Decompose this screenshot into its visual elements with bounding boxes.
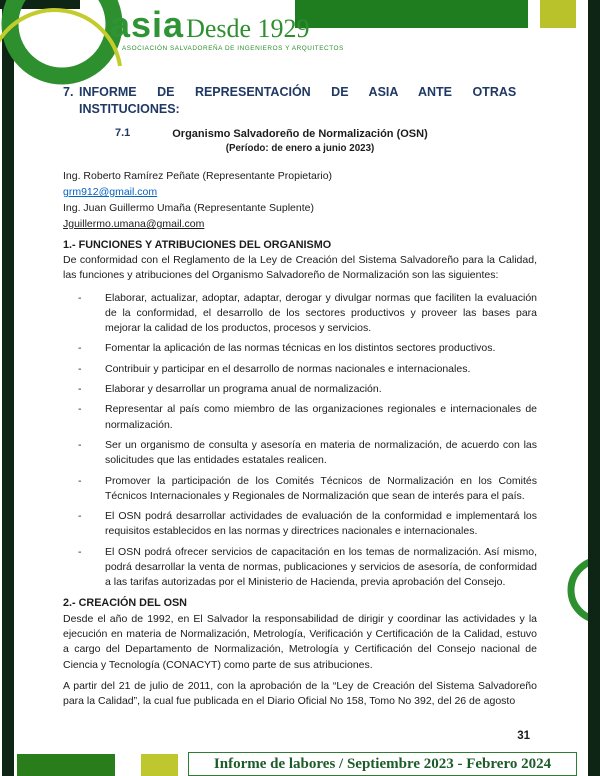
left-vertical-bar [2, 0, 14, 776]
footer-report-title: Informe de labores / Septiembre 2023 - Febrero 2024 [213, 755, 552, 772]
representative-name: Ing. Roberto Ramírez Peñate (Representante Propietario) [63, 170, 333, 182]
bullet-dash: - [78, 545, 82, 558]
section-7-title-line1: INFORME DE REPRESENTACIÓN DE ASIA ANTE OTRAS [79, 85, 517, 99]
section-7-1-period: (Período: de enero a junio 2023) [225, 143, 375, 154]
footer-lime-square [141, 754, 178, 776]
representative-name: Ing. Juan Guillermo Umaña (Representante Suplente) [63, 202, 314, 214]
section-7-title-line2: INSTITUCIONES: [79, 102, 180, 116]
page-number: 31 [517, 730, 530, 742]
bullet-dash: - [78, 474, 82, 487]
creation-paragraph: A partir del 21 de julio de 2011, con la aprobación de la “Ley de Creación del Sistema Salvadoreño para la Calidad”, la cual fue publicada en el Diario Oficial No 158, Tomo No 392, del 26 de agosto [63, 679, 537, 708]
representatives-block [63, 168, 537, 232]
list-item: - Promover la participación de los Comités Técnicos de Normalización en los Comités Técnicos Internacionales y Regionales de Normalización que sean de interés para el país. [78, 474, 537, 505]
section-7-1-heading [63, 127, 537, 155]
brand-name: asia [110, 4, 185, 45]
header-lime-square [540, 0, 576, 28]
email-link[interactable]: grm912@gmail.com [63, 186, 158, 198]
bullet-dash: - [78, 403, 82, 416]
list-item: - Fomentar la aplicación de las normas técnicas en los distintos sectores productivos. [78, 341, 537, 356]
functions-section-heading: 1.- FUNCIONES Y ATRIBUCIONES DEL ORGANISMO [63, 239, 332, 251]
bullet-dash: - [78, 342, 82, 355]
document-body [63, 84, 537, 709]
logo-text-block [110, 4, 344, 52]
bullet-dash: - [78, 510, 82, 523]
list-item: - Ser un organismo de consulta y asesoría en materia de normalización, de acuerdo con las solicitudes que las entidades estatales realicen. [78, 438, 537, 469]
brand-since: Desde 1929 [186, 14, 310, 43]
list-item: - El OSN podrá desarrollar actividades de evaluación de la conformidad e implementará los requisitos establecidos en las normas y directrices nacionales e internacionales. [78, 509, 537, 540]
email-link[interactable]: Jguillermo.umana@gmail.com [63, 218, 205, 230]
creation-section-heading: 2.- CREACIÓN DEL OSN [63, 596, 187, 609]
functions-intro-paragraph: De conformidad con el Reglamento de la Ley de Creación del Sistema Salvadoreño para la Calidad, las funciones y atribuciones del Organismo Salvadoreño de Normalización son las siguientes: [63, 254, 537, 282]
bullet-dash: - [78, 362, 82, 375]
section-7-number: 7. [63, 85, 74, 99]
bullet-dash: - [78, 383, 82, 396]
right-vertical-bar [588, 0, 600, 776]
bullet-dash: - [78, 291, 82, 304]
list-item: - Representar al país como miembro de las organizaciones regionales e internacionales de normalización. [78, 402, 537, 433]
section-7-1-title: Organismo Salvadoreño de Normalización (OSN) [172, 128, 428, 140]
list-item: - Elaborar y desarrollar un programa anual de normalización. [78, 382, 537, 397]
footer-banner [188, 752, 577, 776]
section-7-heading [63, 84, 537, 118]
list-item: - Elaborar, actualizar, adoptar, adaptar, derogar y divulgar normas que faciliten la evaluación de la conformidad, el desarrollo de los sectores productivos y proveer las bases para mejorar la calidad de los productos, procesos y servicios. [78, 291, 537, 337]
bullet-dash: - [78, 438, 82, 451]
list-item: - El OSN podrá ofrecer servicios de capacitación en los temas de normalización. Así mismo, podrá desarrollar la venta de normas, publicaciones y servicios de asesoría, de conformidad a las tarifas autorizadas por el Ministerio de Hacienda, previa aprobación del Consejo. [78, 545, 537, 591]
list-item: - Contribuir y participar en el desarrollo de normas nacionales e internacionales. [78, 362, 537, 377]
creation-paragraph: Desde el año de 1992, en El Salvador la responsabilidad de dirigir y coordinar las actividades y la ejecución en materia de Normalización, Metrología, Verificación y Certificación de la Calidad, estuvo a cargo del Departamento de Normalización, Metrología y Certificación del Consejo nacional de Ciencia y Tecnología (CONACYT) como parte de sus atribuciones. [63, 612, 537, 671]
section-7-1-number: 7.1 [115, 127, 131, 139]
footer-green-rectangle [17, 754, 115, 776]
brand-tagline: ASOCIACIÓN SALVADOREÑA DE INGENIEROS Y ARQUITECTOS [122, 45, 344, 52]
functions-bullet-list [63, 291, 537, 591]
